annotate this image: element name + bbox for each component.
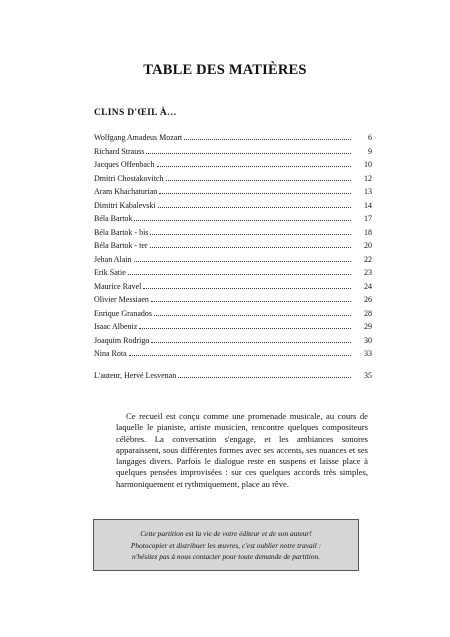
toc-page-number: 35 bbox=[364, 370, 372, 380]
toc-row bbox=[94, 305, 372, 319]
toc-entry-name: Enrique Granados bbox=[94, 308, 152, 318]
toc-dot-leader bbox=[151, 291, 351, 302]
toc-page-number: 24 bbox=[364, 281, 372, 291]
toc-row bbox=[94, 264, 372, 278]
toc-dot-leader bbox=[146, 143, 351, 154]
toc-page-number: 28 bbox=[364, 308, 372, 318]
toc-dot-leader bbox=[158, 197, 351, 208]
notice-line: Photocopier et distribuer les œuvres, c'est oublier notre travail : bbox=[130, 540, 322, 550]
toc-dot-leader bbox=[150, 224, 351, 235]
toc-entry-name: Erik Satie bbox=[94, 268, 126, 277]
intro-text: Ce recueil est conçu comme une promenade musicale, au cours de laquelle le pianiste, artiste musicien, rencontre quelques compositeurs célèbres. La conversation s'engage, et les ambiances sonores apparaissent, sous différentes formes avec ses accents, ses nuances et ses langages divers. Parfois le dialogue reste en suspens et laisse place à quelques pensées improvisées : sur ces quelques accords très simples, harmoniquement et rythmiquement, place au rêve. bbox=[116, 411, 368, 489]
intro-paragraph bbox=[116, 411, 368, 490]
toc-dot-leader bbox=[184, 129, 351, 140]
toc-dot-leader bbox=[159, 183, 351, 194]
notice-line: n'hésitez pas à nous contacter pour toute demande de partition. bbox=[132, 552, 320, 561]
toc-entry-name: Jehan Alain bbox=[94, 254, 132, 264]
toc-entry-name: Isaac Albeniz bbox=[94, 322, 138, 331]
toc-row bbox=[94, 210, 372, 224]
toc-row bbox=[94, 291, 372, 305]
table-of-contents bbox=[94, 129, 372, 380]
toc-entry-name: Nina Rota bbox=[94, 349, 127, 358]
toc-row bbox=[94, 251, 372, 265]
toc-page-number: 29 bbox=[364, 322, 372, 331]
toc-entry-name: Dmitri Chostakovitch bbox=[94, 173, 164, 183]
toc-entry-name: Richard Strauss bbox=[94, 146, 145, 156]
toc-dot-leader bbox=[150, 237, 351, 248]
toc-row bbox=[94, 129, 372, 143]
toc-dot-leader bbox=[154, 305, 351, 316]
toc-dot-leader bbox=[157, 156, 352, 167]
toc-row bbox=[94, 237, 372, 251]
toc-page-number: 13 bbox=[364, 187, 372, 196]
toc-row bbox=[94, 156, 372, 170]
toc-dot-leader bbox=[166, 170, 351, 181]
toc-page-number: 10 bbox=[364, 160, 372, 169]
toc-page-number: 33 bbox=[364, 349, 372, 358]
toc-page-number: 9 bbox=[368, 146, 372, 156]
toc-page-number: 23 bbox=[364, 268, 372, 277]
toc-entry-name: Maurice Ravel bbox=[94, 281, 142, 291]
toc-dot-leader bbox=[178, 367, 351, 378]
toc-row bbox=[94, 278, 372, 292]
toc-row bbox=[94, 143, 372, 157]
toc-page-number: 30 bbox=[364, 335, 372, 345]
toc-dot-leader bbox=[151, 332, 351, 343]
toc-page-number: 12 bbox=[364, 173, 372, 183]
toc-page-number: 20 bbox=[364, 241, 372, 250]
toc-entry-name: Olivier Messiaen bbox=[94, 295, 149, 304]
toc-entry-name: Jacques Offenbach bbox=[94, 160, 155, 169]
section-heading: CLINS D'ŒIL À… bbox=[94, 108, 177, 118]
toc-row bbox=[94, 183, 372, 197]
toc-dot-leader bbox=[139, 318, 351, 329]
toc-page-number: 18 bbox=[364, 227, 372, 237]
toc-dot-leader bbox=[134, 210, 351, 221]
toc-page-number: 14 bbox=[364, 200, 372, 210]
notice-line: Cette partition est la vie de votre éditeur et de son auteur! bbox=[140, 529, 312, 538]
toc-entry-name: Joaquim Rodrigo bbox=[94, 335, 150, 345]
toc-entry-name: Aram Khachaturian bbox=[94, 187, 158, 196]
toc-entry-name: Wolfgang Amadeus Mozart bbox=[94, 133, 183, 142]
toc-entry-name: Béla Bartok - ter bbox=[94, 241, 148, 250]
copyright-notice bbox=[93, 519, 359, 571]
toc-dot-leader bbox=[129, 345, 351, 356]
toc-row bbox=[94, 332, 372, 346]
toc-entry-name: L'auteur, Hervé Lesvenan bbox=[94, 370, 177, 380]
toc-row bbox=[94, 224, 372, 238]
toc-entry-name: Dimitri Kabalevski bbox=[94, 200, 156, 210]
page-title: TABLE DES MATIÈRES bbox=[143, 62, 307, 78]
toc-dot-leader bbox=[143, 278, 351, 289]
toc-row bbox=[94, 197, 372, 211]
toc-page-number: 22 bbox=[364, 254, 372, 264]
toc-page-number: 6 bbox=[368, 133, 372, 142]
toc-dot-leader bbox=[134, 251, 351, 262]
toc-dot-leader bbox=[128, 264, 351, 275]
toc-page-number: 17 bbox=[364, 214, 372, 223]
toc-row-author bbox=[94, 367, 372, 381]
toc-entry-name: Béla Bartok - bis bbox=[94, 227, 149, 237]
toc-row bbox=[94, 170, 372, 184]
toc-entry-name: Béla Bartok bbox=[94, 214, 133, 223]
toc-row bbox=[94, 345, 372, 359]
toc-row bbox=[94, 318, 372, 332]
toc-page-number: 26 bbox=[364, 295, 372, 304]
